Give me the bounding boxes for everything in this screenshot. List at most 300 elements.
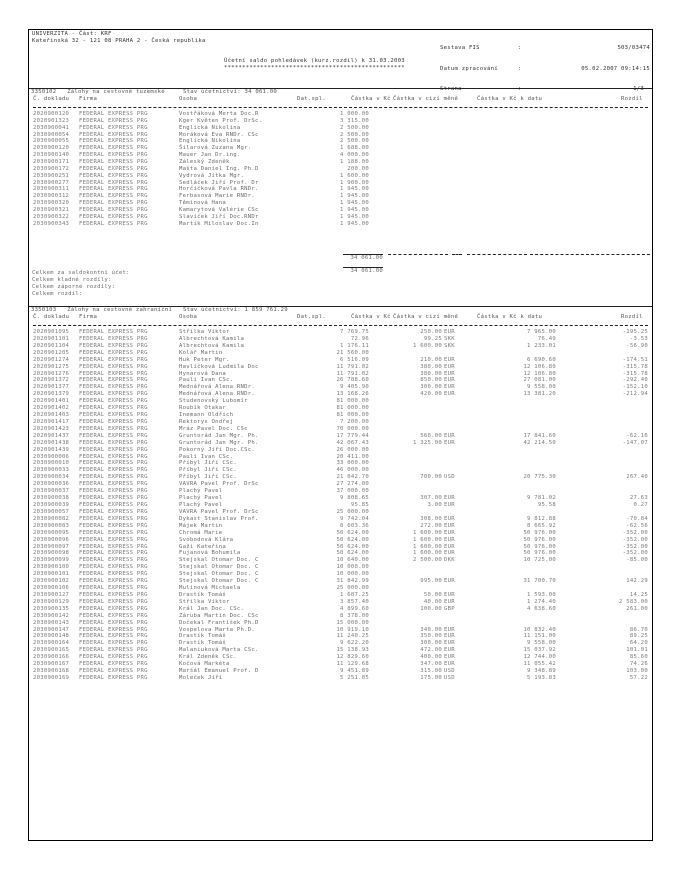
meta-row [440,45,650,52]
doc-number: 2030900036 [33,481,70,488]
total-label-difference: Celkem rozdíl: [32,290,83,297]
doc-number: 2020901101 [33,335,70,342]
person-name: Mašta Daniel Ing. Ph.D [179,165,259,172]
header-rule [33,325,648,326]
person-name: VAVRA Pavel Prof. DrSc [179,508,259,515]
amount-czk-at-date: 95.58 [537,502,556,508]
doc-number: 2030900167 [33,661,70,668]
doc-number: 2020901401 [33,398,70,405]
doc-number: 2030900083 [33,522,70,529]
amount-czk: 26 788.60 [336,377,369,384]
table-row [29,419,652,426]
meta-label: Sestava FIS [440,44,480,51]
amount-foreign: 99.25 [423,335,442,342]
table-row [29,578,652,585]
firm-name: FEDERAL EXPRESS PRG [79,363,148,370]
amount-foreign: 347.00 [420,661,442,668]
amount-czk: 2 500.00 [340,131,369,138]
doc-number: 2030900100 [33,564,70,571]
doc-number: 2030900165 [33,647,70,654]
doc-number: 2020901377 [33,384,70,391]
currency-code: EUR [444,377,455,384]
doc-number: 2030900321 [33,206,70,213]
person-name: Mráz Pavel Doc. CSc [179,425,248,432]
amount-foreign: 100.00 [420,605,442,612]
person-name: Mulinová Michaela [179,585,241,592]
table-row [29,336,652,343]
doc-number: 2030900322 [33,213,70,220]
difference: -152.10 [622,384,648,391]
amount-czk: 25 000.00 [336,585,369,592]
doc-number: 2030900142 [33,612,70,619]
amount-czk: 81 000.00 [336,398,369,405]
amount-foreign: 420.00 [420,391,442,398]
col-header-doc: Č. dokladu [33,313,70,320]
firm-name: FEDERAL EXPRESS PRG [79,495,148,502]
currency-code: EUR [444,356,455,363]
amount-czk: 8 378.00 [340,612,369,619]
amount-foreign: 1 600.00 [413,543,442,550]
amount-czk: 11 129.68 [336,661,369,668]
difference: -292.40 [622,377,648,384]
amount-foreign: 400.00 [420,654,442,661]
amount-czk-at-date: 5 193.83 [527,675,556,681]
doc-number: 2030900343 [33,220,70,227]
section-subtotal-kc: 34 061.00 [350,255,383,261]
person-name: Střílka Viktor [179,598,230,605]
table-row [29,571,652,578]
person-name: Havlíčková Ludmila Doc [179,363,259,370]
amount-czk: 6 516.09 [340,356,369,363]
amount-czk-at-date: 1 233.01 [527,342,556,349]
table-row [29,509,652,516]
table-row [29,488,652,495]
section-name: Zálohy na cestovné tuzemské [67,89,165,95]
firm-name: FEDERAL EXPRESS PRG [79,145,148,152]
table-row [29,550,652,557]
amount-czk-at-date: 12 744.00 [523,654,556,661]
amount-czk: 1 945.00 [340,200,369,207]
amount-czk: 1 945.00 [340,213,369,220]
amount-czk: 9 808.65 [340,495,369,502]
amount-czk-at-date: 4 638.60 [527,605,556,612]
doc-number: 2030900006 [33,453,70,460]
person-name: Gaži Kateřina [179,543,227,550]
person-name: Inemann Oldřich [179,412,234,419]
person-name: Horčičková Pavla RNDr. [179,186,259,193]
amount-czk-at-date: 11 151.00 [523,633,556,640]
totals-block [32,270,130,298]
amount-czk: 42 067.43 [336,439,369,446]
currency-code: EUR [444,529,455,536]
firm-name: FEDERAL EXPRESS PRG [79,193,148,200]
total-label-account: Celkem za saldokontní účet: [32,270,130,276]
person-name: Maršál Emanuel Prof. D [179,668,259,675]
amount-czk: 1 945.00 [340,220,369,227]
meta-sep: : [518,65,522,72]
person-name: Rektorys Ondřej [179,418,234,425]
firm-name: FEDERAL EXPRESS PRG [79,124,148,131]
firm-name: FEDERAL EXPRESS PRG [79,612,148,619]
firm-name: FEDERAL EXPRESS PRG [79,591,148,598]
firm-name: FEDERAL EXPRESS PRG [79,412,148,419]
table-row [29,207,652,214]
meta-sep: : [518,44,522,51]
amount-czk: 1 945.00 [340,206,369,213]
table-row [29,613,652,620]
doc-number: 2020901205 [33,349,70,356]
table-row [29,159,652,166]
firm-name: FEDERAL EXPRESS PRG [79,460,148,467]
amount-foreign: 307.00 [420,495,442,502]
difference: 74.26 [629,661,648,668]
doc-number: 2030900106 [33,585,70,592]
table-row [29,620,652,627]
firm-name: FEDERAL EXPRESS PRG [79,425,148,432]
person-name: Pokorný Jiří Doc.CSc. [179,446,255,453]
amount-czk-at-date: 12 106.80 [523,370,556,377]
firm-name: FEDERAL EXPRESS PRG [79,446,148,453]
person-name: Drastík Tomáš [179,633,227,640]
currency-code: EUR [444,439,455,446]
table-row [29,193,652,200]
doc-number: 2030900140 [33,152,70,159]
amount-czk: 3 857.40 [340,598,369,605]
section-code: 3350103 [31,307,57,313]
doc-number: 2030900120 [33,145,70,152]
person-name: Plachý Pavel [179,495,223,502]
doc-number: 2030900320 [33,200,70,207]
org-line-2: Kateřinská 32 - 121 08 PRAHA 2 - Česká republika [32,37,206,44]
currency-code: EUR [444,370,455,377]
amount-czk: 1 000.00 [340,111,369,117]
difference: -62.16 [626,432,648,439]
doc-number: 2030900101 [33,571,70,578]
col-header-rozdil: Rozdíl [621,95,643,102]
currency-code: EUR [444,550,455,557]
org-header [32,31,206,45]
doc-number: 2020901379 [33,391,70,398]
table-row [29,173,652,180]
firm-name: FEDERAL EXPRESS PRG [79,398,148,405]
table-row [29,454,652,461]
doc-number: 2030900172 [33,165,70,172]
firm-name: FEDERAL EXPRESS PRG [79,557,148,564]
amount-foreign: 175.00 [420,675,442,681]
currency-code: EUR [444,515,455,522]
meta-row [440,66,650,73]
person-name: Vospelova Marta Ph.D. [179,626,255,633]
difference: 2 583.00 [619,598,648,605]
person-name: Huk Peter Mgr. [179,356,230,363]
firm-name: FEDERAL EXPRESS PRG [79,206,148,213]
doc-number: 2020901276 [33,370,70,377]
col-header-doc: Č. dokladu [33,95,70,102]
firm-name: FEDERAL EXPRESS PRG [79,474,148,481]
doc-number: 2030900034 [33,474,70,481]
amount-foreign: 1 600.00 [413,536,442,543]
currency-code: EUR [444,502,455,508]
firm-name: FEDERAL EXPRESS PRG [79,158,148,165]
firm-name: FEDERAL EXPRESS PRG [79,453,148,460]
doc-number: 2020901423 [33,425,70,432]
doc-number: 2020901274 [33,356,70,363]
doc-number: 2030900055 [33,138,70,145]
doc-number: 2030900010 [33,460,70,467]
person-name: Stejskal Otomar Doc. C [179,557,259,564]
firm-name: FEDERAL EXPRESS PRG [79,138,148,145]
amount-czk: 33 000.00 [336,460,369,467]
person-name: Plachý Pavel [179,488,223,495]
col-header-kc: Částka v Kč [351,313,391,320]
meta-value: 05.02.2007 09:14:15 [581,65,650,72]
org-line-1: UNIVERZITA - Část: KRF [32,31,112,37]
table-row [29,329,652,336]
amount-czk-at-date: 13 381.20 [523,391,556,398]
amount-czk: 4 000.00 [340,152,369,159]
firm-name: FEDERAL EXPRESS PRG [79,117,148,124]
difference: 103.00 [626,668,648,675]
difference: -147.07 [622,439,648,446]
meta-value: 503/03474 [617,44,650,51]
doc-number: 2030900041 [33,124,70,131]
table-row [29,474,652,481]
person-name: Drastík Tomáš [179,591,227,598]
doc-number: 2020901417 [33,418,70,425]
amount-czk: 1 607.25 [340,591,369,598]
table-row [29,132,652,139]
amount-czk-at-date: 50 976.00 [523,536,556,543]
table-row [29,384,652,391]
amount-czk: 70 000.00 [336,425,369,432]
section-stav: Stav účetnictví: 34 061.00 [182,89,278,95]
report-title [224,58,405,72]
amount-czk-at-date: 9 812.88 [527,515,556,522]
currency-code: EUR [444,578,455,585]
amount-czk: 10 919.10 [336,626,369,633]
difference: -70.84 [626,515,648,522]
doc-number: 2030900033 [33,467,70,474]
amount-foreign: 250.00 [420,329,442,335]
table-row [29,647,652,654]
difference: 0.27 [633,502,648,508]
difference: 261.00 [626,605,648,612]
amount-czk: 200.00 [347,165,369,172]
table-row [29,166,652,173]
amount-czk: 72.96 [350,335,369,342]
amount-czk: 4 899.60 [340,605,369,612]
amount-czk: 50 624.00 [336,536,369,543]
person-name: Plachý Pavel [179,502,223,508]
amount-foreign: 350.00 [420,633,442,640]
table-row [29,675,652,682]
firm-name: FEDERAL EXPRESS PRG [79,564,148,571]
amount-czk-at-date: 50 976.00 [523,529,556,536]
person-name: Sedláček Jiří Prof. Dr [179,179,259,186]
table-row [29,200,652,207]
currency-code: EUR [444,363,455,370]
table-row [29,426,652,433]
firm-name: FEDERAL EXPRESS PRG [79,550,148,557]
person-name: Roubík Otakar [179,405,227,412]
doc-number: 2030900102 [33,578,70,585]
doc-number: 2020901439 [33,446,70,453]
person-name: Šilarová Zuzana Mgr. [179,145,252,152]
firm-name: FEDERAL EXPRESS PRG [79,186,148,193]
firm-name: FEDERAL EXPRESS PRG [79,349,148,356]
person-name: Příbyl Jiří CSc. [179,460,237,467]
person-name: Mauer Jan Dr.ing. [179,152,241,159]
person-name: Albrechtová Kamila [179,335,245,342]
person-name: Dočekal František Ph.D [179,619,259,626]
firm-name: FEDERAL EXPRESS PRG [79,598,148,605]
amount-foreign: 380.00 [420,370,442,377]
table-row [29,661,652,668]
firm-name: FEDERAL EXPRESS PRG [79,626,148,633]
doc-number: 2030900096 [33,536,70,543]
table-row [29,585,652,592]
col-header-osoba: Osoba [179,95,198,102]
amount-czk-at-date: 9 558.00 [527,640,556,647]
amount-foreign: 308.00 [420,515,442,522]
doc-number: 2030900127 [33,591,70,598]
amount-foreign: 300.00 [420,640,442,647]
currency-code: GBP [444,605,455,612]
amount-czk: 46 000.00 [336,467,369,474]
doc-number: 2030900143 [33,619,70,626]
amount-czk: 10 640.00 [336,557,369,564]
meta-label: Strana [440,86,462,93]
table-row [29,460,652,467]
table-row [29,138,652,145]
difference: -56.90 [626,342,648,349]
currency-code: USD [444,675,455,681]
amount-czk-at-date: 17 841.60 [523,432,556,439]
doc-number: 2030900038 [33,495,70,502]
amount-czk-at-date: 12 106.80 [523,363,556,370]
amount-foreign: 995.00 [420,578,442,585]
section-name: Zálohy na cestovné zahraniční [67,307,173,313]
table-row [29,343,652,350]
table-row [29,180,652,187]
difference: -212.94 [622,391,648,398]
difference: -195.25 [622,329,648,335]
person-name: Mednářová Alena RNDr. [179,391,255,398]
table-row [29,640,652,647]
currency-code: DKK [444,557,455,564]
firm-name: FEDERAL EXPRESS PRG [79,391,148,398]
amount-foreign: 1 600.00 [413,342,442,349]
table-row [29,398,652,405]
amount-czk-at-date: 10 832.40 [523,626,556,633]
amount-czk: 9 622.20 [340,640,369,647]
doc-number: 2030900098 [33,550,70,557]
col-header-kc: Částka v Kč [351,95,391,102]
amount-czk: 12 829.60 [336,654,369,661]
amount-czk: 95.85 [350,502,369,508]
amount-czk: 11 791.02 [336,363,369,370]
amount-foreign: 1 600.00 [413,550,442,557]
amount-czk: 10 000.00 [336,571,369,578]
doc-number: 2030900312 [33,193,70,200]
amount-czk-at-date: 27 081.00 [523,377,556,384]
amount-czk-at-date: 20 775.30 [523,474,556,481]
currency-code: EUR [444,647,455,654]
difference: -315.78 [622,370,648,377]
firm-name: FEDERAL EXPRESS PRG [79,377,148,384]
amount-czk-at-date: 31 700.70 [523,578,556,585]
firm-name: FEDERAL EXPRESS PRG [79,675,148,681]
table-row [29,633,652,640]
amount-czk-at-date: 9 781.02 [527,495,556,502]
doc-number: 2020901104 [33,342,70,349]
person-name: Chromá Marie [179,529,223,536]
table-row [29,557,652,564]
amount-czk: 1 900.00 [340,179,369,186]
difference: 57.22 [629,675,648,681]
amount-czk-at-date: 9 558.00 [527,384,556,391]
amount-czk-at-date: 1 274.40 [527,598,556,605]
person-name: Stejskal Otomar Doc. C [179,571,259,578]
currency-code: EUR [444,633,455,640]
doc-number: 2020901323 [33,117,70,124]
table-row [29,405,652,412]
amount-foreign: 40.00 [423,598,442,605]
person-name: Májek Martin [179,522,223,529]
doc-number: 2030900135 [33,605,70,612]
currency-code: EUR [444,522,455,529]
firm-name: FEDERAL EXPRESS PRG [79,179,148,186]
col-header-dat-spl: Dat.spl. [297,95,326,102]
section-heading [31,89,277,96]
doc-number: 2030900277 [33,179,70,186]
amount-czk: 2 500.00 [340,124,369,131]
person-name: Martík Miloslav Doc.In [179,220,259,227]
amount-czk: 15 000.00 [336,619,369,626]
col-header-kc-datum: Částka v Kč k datu [477,95,543,102]
amount-foreign: 472.00 [420,647,442,654]
doc-number: 2020901095 [33,329,70,335]
firm-name: FEDERAL EXPRESS PRG [79,536,148,543]
doc-number: 2020901437 [33,432,70,439]
firm-name: FEDERAL EXPRESS PRG [79,668,148,675]
table-row [29,125,652,132]
firm-name: FEDERAL EXPRESS PRG [79,213,148,220]
difference: -62.56 [626,522,648,529]
currency-code: USD [444,474,455,481]
amount-czk-at-date: 42 214.50 [523,439,556,446]
currency-code: EUR [444,536,455,543]
amount-czk: 1 945.00 [340,186,369,193]
firm-name: FEDERAL EXPRESS PRG [79,111,148,117]
col-header-firm: Firma [79,95,98,102]
meta-value: 1/3 [633,86,644,93]
amount-czk: 1 188.00 [340,158,369,165]
currency-code: EUR [444,640,455,647]
firm-name: FEDERAL EXPRESS PRG [79,529,148,536]
person-name: Střílka Viktor [179,329,230,335]
amount-czk: 15 138.93 [336,647,369,654]
col-header-dat-spl: Dat.spl. [297,313,326,320]
amount-foreign: 272.00 [420,522,442,529]
firm-name: FEDERAL EXPRESS PRG [79,605,148,612]
person-name: Příbyl Jiří CSc. [179,467,237,474]
amount-czk: 25 000.00 [336,508,369,515]
amount-czk: 7 769.75 [340,329,369,335]
col-header-kc-datum: Částka v Kč k datu [477,313,543,320]
firm-name: FEDERAL EXPRESS PRG [79,571,148,578]
firm-name: FEDERAL EXPRESS PRG [79,329,148,335]
